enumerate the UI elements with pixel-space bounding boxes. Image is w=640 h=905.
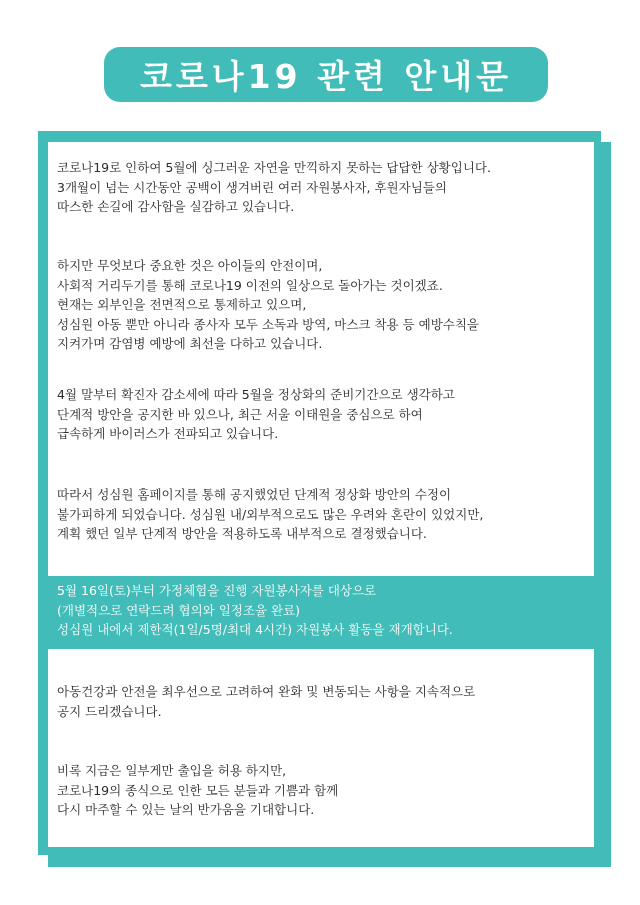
paragraph-intro	[57, 158, 491, 217]
text-line: 불가피하게 되었습니다. 성심원 내/외부적으로도 많은 우려와 혼란이 있었지만,	[57, 506, 484, 522]
text-line: 단계적 방안을 공지한 바 있으나, 최근 서울 이태원을 중심으로 하여	[57, 406, 423, 422]
page-title: 코로나19 관련 안내문	[140, 57, 512, 96]
text-line: 3개월이 넘는 시간동안 공백이 생겨버린 여러 자원봉사자, 후원자님들의	[57, 179, 447, 195]
paragraph-decision	[57, 485, 483, 544]
text-line: (개별적으로 연락드려 협의와 일정조율 완료)	[57, 602, 300, 618]
text-line: 아동건강과 안전을 최우선으로 고려하여 완화 및 변동되는 사항을 지속적으로	[57, 684, 476, 699]
text-line: 급속하게 바이러스가 전파되고 있습니다.	[57, 426, 279, 441]
text-line: 계획 했던 일부 단계적 방안을 적용하도록 내부적으로 결정했습니다.	[57, 526, 427, 541]
paragraph-safety	[57, 256, 479, 354]
text-line: 4월 말부터 확진자 감소세에 따라 5월을 정상화의 준비기간으로 생각하고	[57, 387, 455, 402]
text-line: 5월 16일(토)부터 가정체험을 진행 자원봉사자를 대상으로	[57, 583, 377, 598]
paragraph-volunteer-resume	[57, 581, 453, 640]
text-line: 지켜가며 감염병 예방에 최선을 다하고 있습니다.	[57, 336, 323, 351]
text-line: 성심원 내에서 제한적(1일/5명/최대 4시간) 자원봉사 활동을 재개합니다.	[57, 622, 453, 637]
text-line: 다시 마주할 수 있는 날의 반가움을 기대합니다.	[57, 802, 315, 817]
highlight-box	[48, 576, 594, 649]
title-banner	[104, 47, 548, 102]
text-line: 따라서 성심원 홈페이지를 통해 공지했었던 단계적 정상화 방안의 수정이	[57, 487, 452, 502]
paragraph-update	[57, 682, 475, 721]
text-line: 비록 지금은 일부게만 출입을 허용 하지만,	[57, 763, 287, 778]
text-line: 따스한 손길에 감사함을 실감하고 있습니다.	[57, 199, 295, 214]
text-line: 하지만 무엇보다 중요한 것은 아이들의 안전이며,	[57, 258, 323, 273]
text-line: 공지 드리겠습니다.	[57, 703, 162, 719]
paragraph-spread	[57, 385, 455, 444]
paragraph-closing	[57, 761, 338, 820]
text-line: 코로나19의 종식으로 인한 모든 분들과 기쁨과 함께	[57, 782, 339, 798]
text-line: 코로나19로 인하여 5월에 싱그러운 자연을 만끽하지 못하는 답답한 상황입니다.	[57, 160, 491, 175]
text-line: 사회적 거리두기를 통해 코로나19 이전의 일상으로 돌아가는 것이겠죠.	[57, 277, 443, 293]
text-line: 성심원 아동 뿐만 아니라 종사자 모두 소독과 방역, 마스크 착용 등 예방수칙을	[57, 316, 480, 332]
text-line: 현재는 외부인을 전면적으로 통제하고 있으며,	[57, 297, 307, 312]
